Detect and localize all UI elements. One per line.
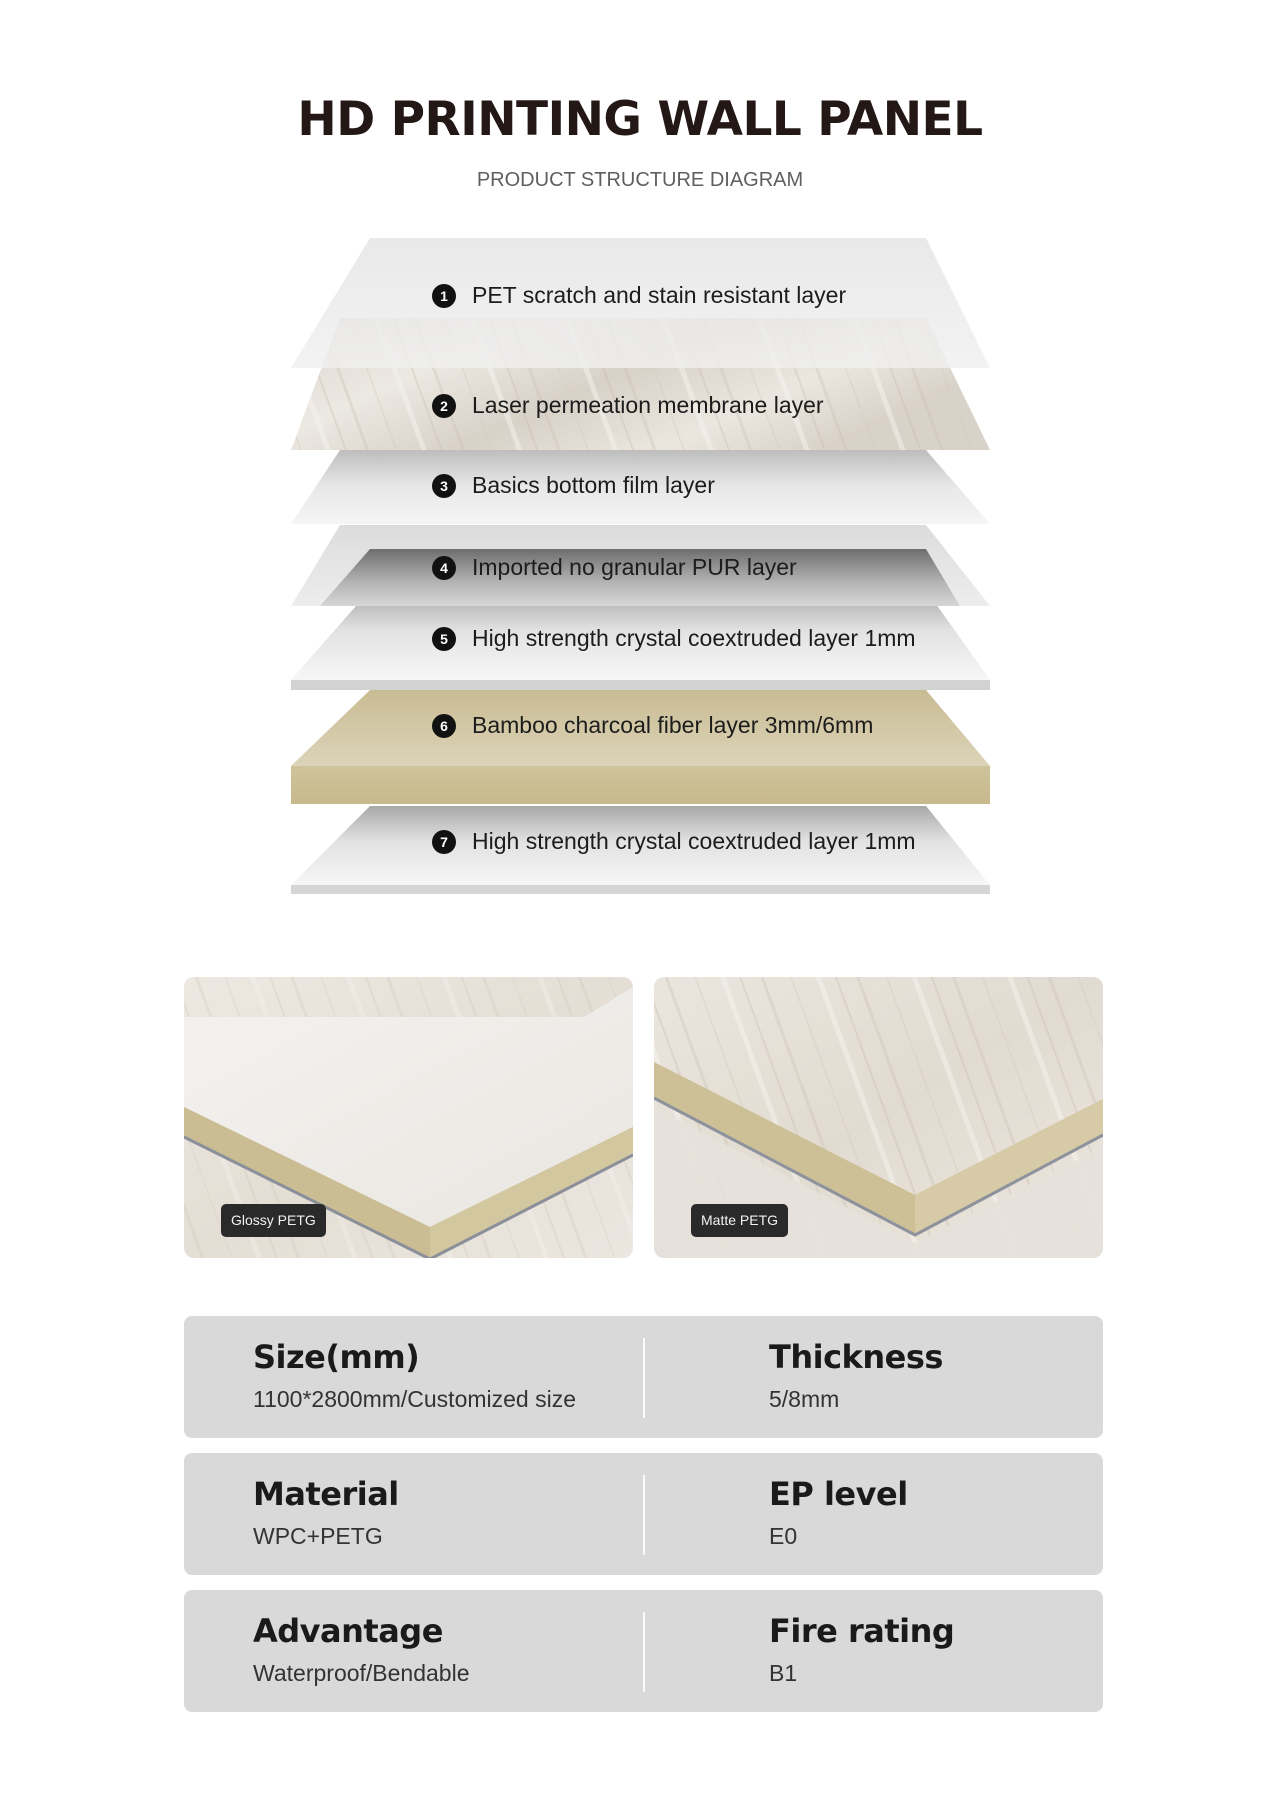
layer-text: High strength crystal coextruded layer 1mm bbox=[472, 625, 916, 651]
page-subtitle: PRODUCT STRUCTURE DIAGRAM bbox=[476, 169, 804, 191]
spec-value: Waterproof/Bendable bbox=[253, 1660, 470, 1686]
spec-card-material-ep bbox=[184, 1453, 1103, 1575]
layer-label-4 bbox=[432, 554, 797, 581]
layer-text: High strength crystal coextruded layer 1mm bbox=[472, 828, 916, 854]
spec-thickness bbox=[769, 1338, 943, 1413]
layer-number-badge: 7 bbox=[432, 830, 456, 854]
layer-number-badge: 6 bbox=[432, 714, 456, 738]
spec-divider bbox=[643, 1338, 645, 1418]
layer-label-7 bbox=[432, 828, 916, 855]
spec-advantage bbox=[253, 1612, 470, 1687]
spec-card-size-thickness bbox=[184, 1316, 1103, 1438]
layer-number-badge: 1 bbox=[432, 284, 456, 308]
layer-text: PET scratch and stain resistant layer bbox=[472, 282, 847, 308]
structure-diagram bbox=[0, 0, 1280, 900]
layer-number-badge: 4 bbox=[432, 556, 456, 580]
layer-number-badge: 2 bbox=[432, 394, 456, 418]
layer-label-1 bbox=[432, 282, 846, 309]
layer-stack-graphic bbox=[0, 0, 1280, 900]
layer-label-2 bbox=[432, 392, 824, 419]
glossy-petg-photo bbox=[184, 977, 633, 1258]
matte-petg-photo bbox=[654, 977, 1103, 1258]
spec-label: Size(mm) bbox=[253, 1338, 420, 1376]
page-title: HD PRINTING WALL PANEL bbox=[297, 92, 983, 147]
layer-6-shape bbox=[291, 690, 990, 804]
spec-label: Fire rating bbox=[769, 1612, 955, 1650]
spec-value: E0 bbox=[769, 1523, 798, 1549]
spec-label: Advantage bbox=[253, 1612, 443, 1650]
spec-value: 5/8mm bbox=[769, 1386, 840, 1412]
layer-label-3 bbox=[432, 472, 715, 499]
spec-value: B1 bbox=[769, 1660, 798, 1686]
layer-text: Imported no granular PUR layer bbox=[472, 554, 797, 580]
spec-ep-level bbox=[769, 1475, 908, 1550]
spec-label: EP level bbox=[769, 1475, 908, 1513]
spec-divider bbox=[643, 1475, 645, 1555]
layer-label-5 bbox=[432, 625, 916, 652]
photo-tag-matte: Matte PETG bbox=[691, 1204, 788, 1237]
spec-card-advantage-fire bbox=[184, 1590, 1103, 1712]
spec-label: Thickness bbox=[769, 1338, 943, 1376]
layer-text: Laser permeation membrane layer bbox=[472, 392, 824, 418]
layer-number-badge: 3 bbox=[432, 474, 456, 498]
layer-text: Bamboo charcoal fiber layer 3mm/6mm bbox=[472, 712, 874, 738]
photo-tag-glossy: Glossy PETG bbox=[221, 1204, 326, 1237]
spec-value: WPC+PETG bbox=[253, 1523, 383, 1549]
spec-divider bbox=[643, 1612, 645, 1692]
layer-label-6 bbox=[432, 712, 873, 739]
spec-size bbox=[253, 1338, 576, 1413]
layer-number-badge: 5 bbox=[432, 627, 456, 651]
spec-fire-rating bbox=[769, 1612, 954, 1687]
spec-value: 1100*2800mm/Customized size bbox=[253, 1386, 577, 1412]
layer-text: Basics bottom film layer bbox=[472, 472, 715, 498]
spec-label: Material bbox=[253, 1475, 399, 1513]
spec-material bbox=[253, 1475, 399, 1550]
